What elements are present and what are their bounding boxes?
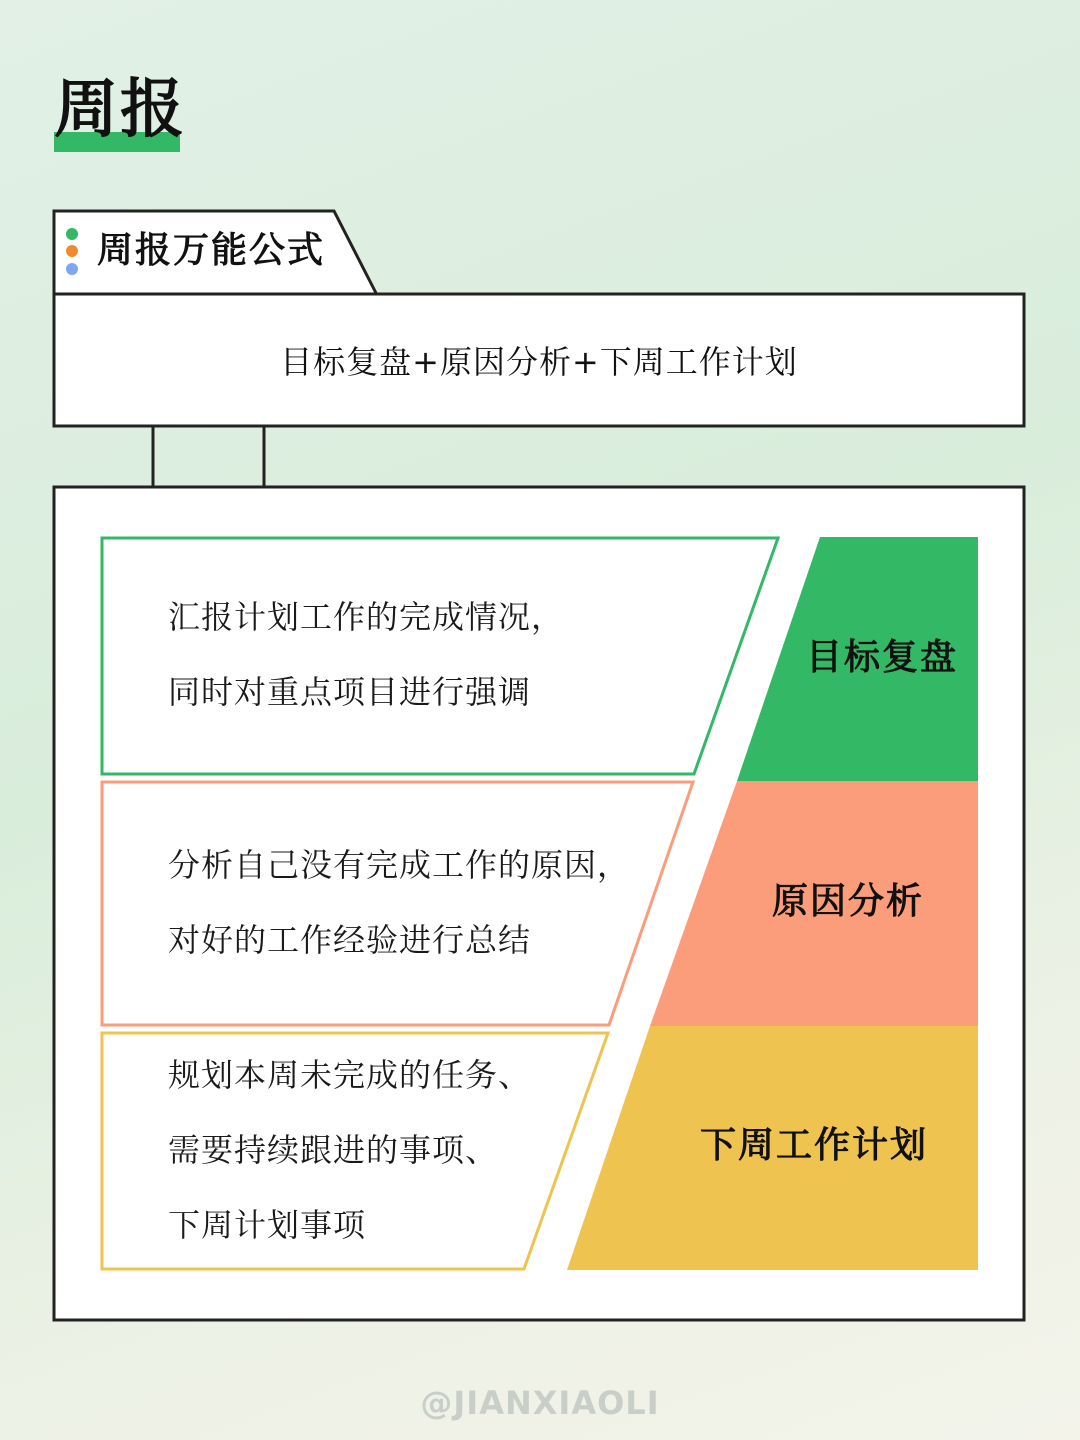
dot-green-icon [66, 228, 78, 240]
tab-label: 周报万能公式 [97, 230, 326, 271]
formula-text: 目标复盘+原因分析+下周工作计划 [280, 343, 798, 381]
reason-desc-line-1: 分析自己没有完成工作的原因， [168, 846, 631, 884]
watermark: @JIANXIAOLI [420, 1384, 660, 1422]
dot-orange-icon [66, 245, 78, 257]
page-title: 周报 [54, 73, 186, 147]
category-label-goal: 目标复盘 [806, 637, 959, 678]
goal-desc-line-1: 汇报计划工作的完成情况， [168, 598, 565, 636]
desc-panel-reason [102, 782, 693, 1025]
desc-panel-goal [102, 538, 778, 774]
plan-desc-line-2: 需要持续跟进的事项、 [168, 1131, 499, 1169]
category-label-reason: 原因分析 [772, 881, 925, 922]
plan-desc-line-3: 下周计划事项 [168, 1206, 367, 1244]
dot-blue-icon [66, 263, 78, 275]
category-label-plan: 下周工作计划 [700, 1125, 929, 1166]
goal-desc-line-2: 同时对重点项目进行强调 [168, 673, 532, 711]
plan-desc-line-1: 规划本周未完成的任务、 [168, 1056, 532, 1094]
reason-desc-line-2: 对好的工作经验进行总结 [168, 921, 532, 959]
